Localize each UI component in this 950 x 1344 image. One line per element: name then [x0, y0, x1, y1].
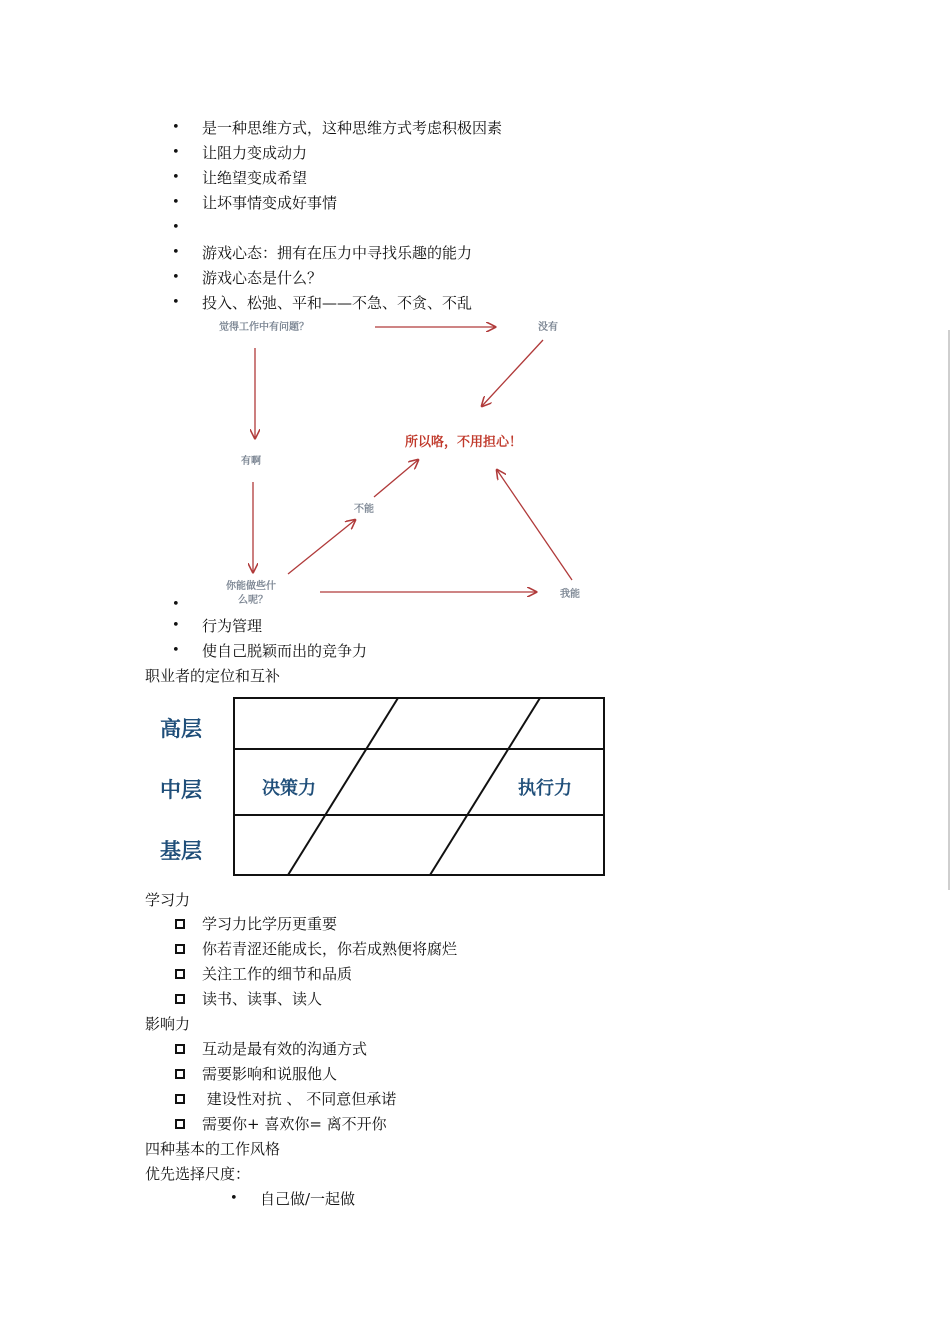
list-item: 读书、读事、读人: [202, 990, 323, 1008]
flow-q2-line2: 么呢？: [238, 595, 268, 606]
section-heading-positioning: 职业者的定位和互补: [145, 667, 281, 685]
checkbox-square-icon: [175, 994, 185, 1004]
list-item: 需要你+ 喜欢你= 离不开你: [202, 1115, 387, 1133]
list-item: 让阻力变成动力: [202, 144, 308, 162]
arrow-can-to-center: [497, 470, 572, 580]
list-item: 游戏心态：拥有在压力中寻找乐趣的能力: [202, 244, 473, 262]
worry-flow-diagram: [200, 312, 620, 612]
list-item: 自己做/一起做: [260, 1190, 356, 1208]
grid-label-execution: 执行力: [518, 778, 572, 799]
bullet-dot: •: [172, 145, 180, 160]
arrow-cannot-to-center: [374, 460, 418, 497]
list-item: 你若青涩还能成长，你若成熟便将腐烂: [202, 940, 458, 958]
list-item: 行为管理: [202, 617, 263, 635]
bullet-dot: •: [172, 295, 180, 310]
bullet-dot: •: [172, 120, 180, 135]
checkbox-square-icon: [175, 1094, 185, 1104]
section-heading-influence: 影响力: [145, 1015, 191, 1033]
level-mid: 中层: [160, 778, 202, 802]
section-heading-styles: 四种基本的工作风格: [145, 1140, 281, 1158]
checkbox-square-icon: [175, 1069, 185, 1079]
list-item: 游戏心态是什么？: [202, 269, 323, 287]
level-grid-diagram: [150, 690, 620, 885]
section-heading-priority: 优先选择尺度：: [145, 1165, 251, 1183]
flow-center: 所以咯，不用担心！: [405, 435, 523, 450]
level-high: 高层: [160, 717, 202, 741]
checkbox-square-icon: [175, 1044, 185, 1054]
bullet-dot: •: [172, 195, 180, 210]
flow-yes: 有啊: [241, 456, 261, 467]
arrow-q2-to-cannot: [288, 520, 355, 574]
bullet-dot: •: [172, 245, 180, 260]
list-item: 让坏事情变成好事情: [202, 194, 338, 212]
bullet-dot: •: [172, 270, 180, 285]
list-item: 投入、松弛、平和——不急、不贪、不乱: [202, 294, 473, 312]
bullet-dot: •: [172, 618, 180, 633]
list-item: 使自己脱颖而出的竞争力: [202, 642, 368, 660]
grid-label-decision: 决策力: [262, 778, 316, 799]
flow-no: 没有: [538, 322, 558, 333]
flow-q2-line1: 你能做些什: [226, 581, 276, 592]
list-item: 建设性对抗 、 不同意但承诺: [202, 1090, 397, 1108]
list-item: 关注工作的细节和品质: [202, 965, 353, 983]
bullet-dot: •: [172, 597, 180, 612]
bullet-dot: •: [230, 1191, 238, 1206]
checkbox-square-icon: [175, 1119, 185, 1129]
flow-can: 我能: [560, 589, 580, 600]
arrow-no-to-center: [482, 340, 543, 406]
checkbox-square-icon: [175, 919, 185, 929]
list-item: 是一种思维方式，这种思维方式考虑积极因素: [202, 119, 503, 137]
list-item: 互动是最有效的沟通方式: [202, 1040, 368, 1058]
list-item: 需要影响和说服他人: [202, 1065, 338, 1083]
bullet-dot: •: [172, 220, 180, 235]
bullet-dot: •: [172, 170, 180, 185]
bullet-dot: •: [172, 643, 180, 658]
flow-cannot: 不能: [354, 504, 374, 515]
level-base: 基层: [160, 839, 202, 863]
list-item: 让绝望变成希望: [202, 169, 308, 187]
list-item: 学习力比学历更重要: [202, 915, 338, 933]
checkbox-square-icon: [175, 944, 185, 954]
checkbox-square-icon: [175, 969, 185, 979]
section-heading-learning: 学习力: [145, 891, 191, 909]
flow-q1: 觉得工作中有问题？: [219, 322, 309, 333]
